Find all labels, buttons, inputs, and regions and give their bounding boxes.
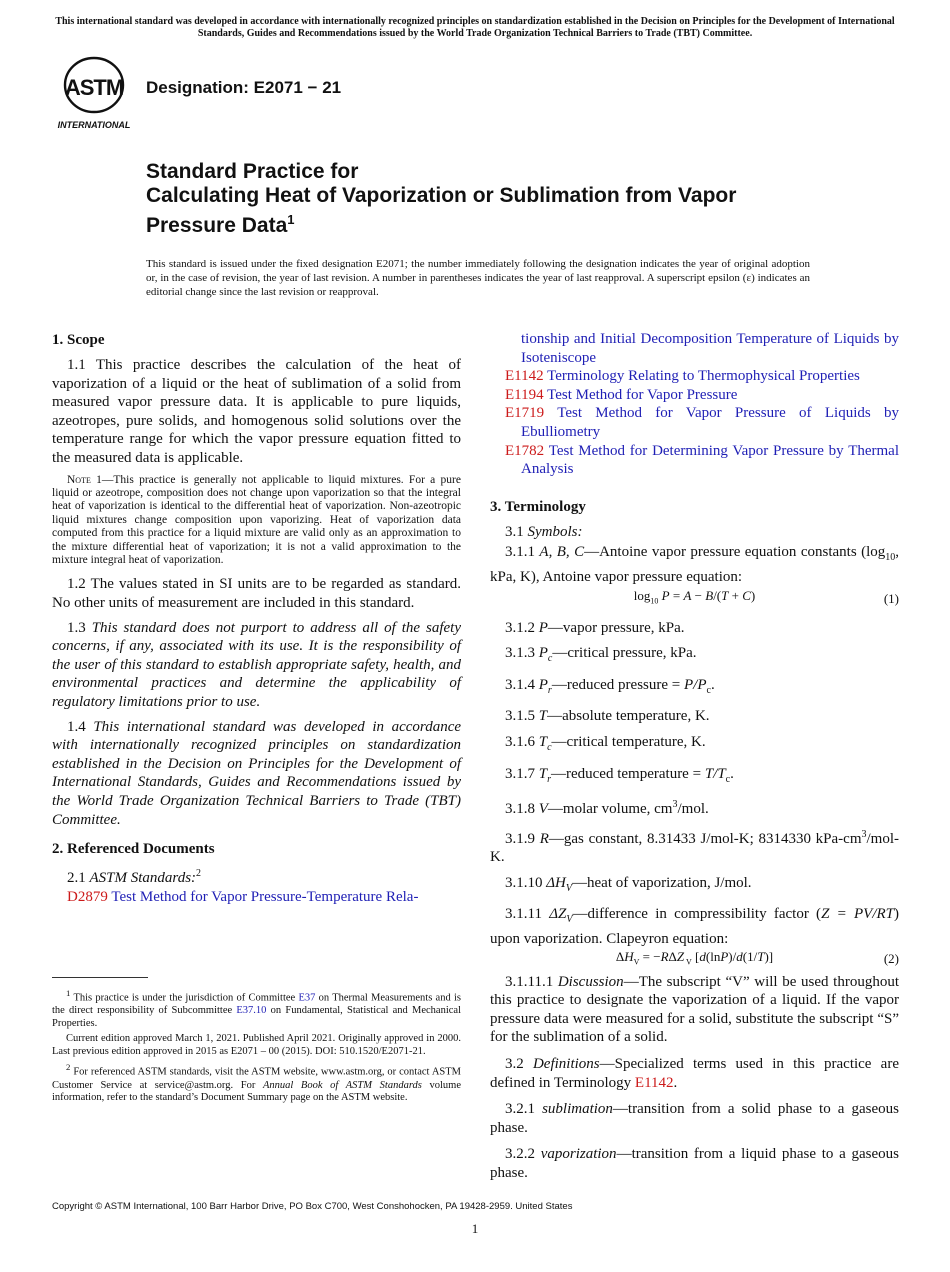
paragraph-1-3 (52, 619, 461, 712)
committee-link[interactable]: E37 (298, 992, 316, 1004)
reference-title[interactable]: Test Method for Determining Vapor Pressure by Thermal Analysis (521, 442, 900, 478)
terminology-link-e1142[interactable]: E1142 (634, 1074, 674, 1091)
left-column (52, 330, 461, 906)
definition-text: —difference in compressibility factor ( (572, 906, 822, 923)
paragraph-3-1 (490, 523, 899, 542)
definition-text: . (710, 676, 715, 693)
paragraph-number: 3.1.8 (505, 801, 539, 818)
reference-e1142[interactable] (490, 367, 899, 386)
footnote-text: on Thermal Measurements and is the direct responsibility of Subcommittee (52, 992, 461, 1017)
symbol: ΔZ (549, 906, 567, 923)
paragraph-number: 3.1.6 (505, 733, 539, 750)
paragraph-3-1-1 (490, 543, 899, 586)
definition-text: —absolute temperature, K. (547, 708, 710, 725)
clapeyron-equation: $\Delta H_V = -R\Delta Z$ $_V$ [d(lnP)/d(1/T)] (615, 948, 774, 967)
logo-letters: ASTM (64, 75, 124, 100)
reference-e1782[interactable] (490, 442, 899, 479)
footnote-italic: Annual Book of ASTM Standards (262, 1079, 422, 1091)
reference-title[interactable]: Terminology Relating to Thermophysical Properties (547, 368, 860, 385)
paragraph-number: 3.2 (505, 1056, 533, 1073)
subscript: V (566, 914, 573, 926)
subscript: c (706, 684, 711, 696)
definition-text: , kPa, K), Antoine vapor pressure equation: (490, 544, 899, 585)
definition-text: —gas constant, 8.31433 J/mol-K; 8314330 kPa-cm (548, 830, 862, 847)
reference-d2879-continued[interactable] (490, 330, 899, 367)
astm-logo-mark (53, 55, 135, 133)
definition-text: —vapor pressure, kPa. (547, 619, 685, 636)
paragraph-3-1-9 (490, 826, 899, 867)
paragraph-number: 1.3 (67, 619, 92, 636)
reference-title[interactable]: tionship and Initial Decomposition Temperature of Liquids by Isoteniscope (521, 331, 899, 366)
reference-e1719[interactable] (490, 404, 899, 441)
paragraph-number: 3.1 (505, 523, 528, 540)
reference-e1194[interactable] (490, 386, 899, 405)
paragraph-3-1-6 (490, 733, 899, 758)
symbol: R (539, 830, 549, 847)
antoine-equation: $\log_{10} P = A - B/(T + C)$ (633, 588, 756, 607)
symbol: A, B, C (539, 544, 585, 561)
subscript: V (565, 882, 572, 894)
subcommittee-link[interactable]: E37.10 (236, 1005, 267, 1017)
expression: T/T (704, 765, 726, 782)
paragraph-3-1-11-1 (490, 973, 899, 1047)
reference-code[interactable]: D2879 (67, 888, 108, 905)
page-number: 1 (471, 1221, 479, 1236)
definition-text: —reduced temperature = (551, 765, 705, 782)
paragraph-3-2-2 (490, 1145, 899, 1182)
definition-text: —transition from a liquid phase to a gaseous phase. (490, 1146, 899, 1181)
definition-text: —critical temperature, K. (551, 733, 706, 750)
footnote-mark: 1 (66, 988, 71, 998)
symbol: P (538, 619, 548, 636)
issuance-statement: This standard is issued under the fixed designation E2071; the number immediately following the designation indicates the year of original adoption or, in the case of revision, the year of last revision. A number in parentheses indicates the year of last reapproval. A superscript epsilon (ε) indicates an editorial change since the last revision or reapproval. (146, 258, 810, 298)
paragraph-number: 3.1.9 (505, 830, 540, 847)
discussion-label: Discussion (557, 973, 624, 990)
paragraph-3-1-4 (490, 676, 899, 701)
reference-title[interactable]: Test Method for Vapor Pressure-Temperature Rela- (111, 888, 419, 905)
symbol: ΔH (546, 874, 566, 891)
paragraph-number: 3.1.1 (505, 544, 540, 561)
expression: P/P (684, 676, 707, 693)
paragraph-number: 3.2.2 (505, 1146, 541, 1163)
reference-title[interactable]: Test Method for Vapor Pressure (547, 386, 738, 403)
definition-text: —transition from a solid phase to a gaseous phase. (490, 1101, 900, 1136)
paragraph-number: 3.2.1 (505, 1101, 543, 1118)
section-heading-referenced: 2. Referenced Documents (52, 841, 215, 858)
definition-text: /mol-K. (490, 830, 900, 866)
reference-code[interactable]: E1782 (505, 442, 545, 459)
designation: Designation: E2071 − 21 (146, 78, 342, 97)
paragraph-2-1 (52, 865, 461, 888)
subscript: r (547, 773, 551, 785)
paragraph-1-2: 1.2 The values stated in SI units are to be regarded as standard. No other units of measurement are included in this standard. (52, 576, 461, 611)
footnote-text: For referenced ASTM standards, visit the ASTM website, www.astm.org, or contact ASTM Customer Service at service@astm.org. For (52, 1066, 461, 1091)
footnotes (52, 987, 461, 1108)
title-footnote-mark: 1 (287, 212, 295, 227)
copyright-notice: Copyright © ASTM International, 100 Barr Harbor Drive, PO Box C700, West Conshohocken, PA 19428-2959. United States (52, 1201, 573, 1212)
footnote-text: on Fundamental, Statistical and Mechanical Properties. (52, 1005, 461, 1029)
paragraph-number: 3.1.5 (505, 708, 539, 725)
title-line-2 (146, 184, 826, 238)
paragraph-3-1-2 (490, 619, 899, 638)
safety-caveat: This standard does not purport to address all of the safety concerns, if any, associated with its use. It is the responsibility of the user of this standard to establish appropriate safety, health, and environmental practices and determine the applicability of regulatory limitations prior to use. (52, 619, 462, 710)
wto-statement: This international standard was developed in accordance with internationally recognized principles on standardization established in the Decision on Principles for the Development of International Standards, Guides and Recommendations issued by the World Trade Organization Technical Barriers to Trade (TBT) Committee. (52, 718, 462, 828)
right-column (490, 330, 899, 1189)
paragraph-number: 3.1.4 (505, 676, 539, 693)
footnote-divider (52, 977, 148, 978)
equation-1 (490, 588, 899, 609)
paragraph-3-1-10 (490, 874, 899, 899)
paragraph-number: 3.1.11 (505, 906, 550, 923)
term: vaporization (540, 1146, 617, 1163)
note-text: 1—This practice is generally not applicable to liquid mixtures. For a pure liquid or azeotrope, composition does not change upon vaporization so that the integral heat of vaporization is identical to the differential heat of vaporization. Non-azeotropic liquid mixtures change composition upon vaporizing. Heat of vaporization data computed from this practice for a liquid mixture are valid only as an approximation to the mixture differential heat of vaporization; it is not a valid approximation to the mixture integral heat of vaporization. (52, 473, 461, 566)
term: sublimation (542, 1101, 613, 1118)
standards-notice: This international standard was developed in accordance with internationally recognized principles on standardization established in the Decision on Principles for the Development of International Standards, Guides and Recommendations issued by the World Trade Organization Technical Barriers to Trade (TBT) Committee. (55, 16, 895, 39)
definition-text: —The subscript “V” will be used throughout this practice to designate the vaporization of a liquid. If the vapor pressure data were measured for a solid, substitute the subscript “S” for the sublimation of a solid. (490, 973, 899, 1046)
subscript: 10 (885, 552, 896, 564)
paragraph-3-1-3 (490, 644, 899, 669)
paragraph-3-1-7 (490, 765, 899, 790)
definition-text: —reduced pressure = (551, 676, 684, 693)
symbol: V (538, 801, 548, 818)
footnote-text: This practice is under the jurisdiction of Committee (70, 992, 299, 1004)
title-line-1: Standard Practice for (146, 160, 359, 183)
paragraph-number: 3.1.7 (505, 765, 539, 782)
definitions-label: Definitions (532, 1056, 600, 1073)
paragraph-number: 3.1.10 (505, 874, 547, 891)
paragraph-1-4 (52, 718, 461, 830)
paragraph-3-1-8 (490, 796, 899, 819)
note-1 (52, 474, 461, 568)
superscript: 3 (861, 828, 867, 840)
definition-text: —Antoine vapor pressure equation constants (log (584, 544, 886, 561)
astm-logo (53, 55, 135, 133)
equation-2 (490, 948, 899, 969)
paragraph-number: 3.1.11.1 (505, 973, 558, 990)
astm-standards-label: ASTM Standards: (89, 870, 197, 887)
definition-text: /mol. (677, 801, 709, 818)
paragraph-number: 2.1 (67, 870, 90, 887)
note-label: Note (67, 473, 91, 486)
definition-text: —critical pressure, kPa. (552, 645, 697, 662)
symbols-label: Symbols: (527, 523, 583, 540)
definition-text: ) upon vaporization. Clapeyron equation: (490, 906, 900, 948)
symbol: P (538, 645, 548, 662)
footnote-1-edition: Current edition approved March 1, 2021. Published April 2021. Originally approved in 2000. Last previous edition approved in 2015 as E2071 – 00 (2015). DOI: 510.1520/E2071-21. (52, 1033, 461, 1057)
superscript: 3 (672, 799, 678, 811)
reference-title[interactable]: Test Method for Vapor Pressure of Liquids by Ebulliometry (521, 405, 900, 440)
paragraph-number: 1.4 (67, 718, 94, 735)
paragraph-number: 3.1.3 (505, 645, 539, 662)
footnote-mark: 2 (66, 1062, 71, 1073)
definition-text: —heat of vaporization, J/mol. (572, 874, 752, 891)
expression: Z = PV/RT (821, 906, 895, 923)
paragraph-3-2 (490, 1055, 899, 1092)
title-text: Calculating Heat of Vaporization or Sublimation from Vapor Pressure Data (146, 184, 737, 237)
logo-subtext: INTERNATIONAL (57, 120, 131, 130)
symbol: T (538, 733, 548, 750)
subscript: c (725, 773, 731, 785)
subscript: c (547, 741, 552, 753)
reference-d2879[interactable] (52, 888, 461, 907)
reference-code[interactable]: E1142 (505, 368, 544, 385)
paragraph-3-1-11 (490, 905, 899, 948)
subscript: c (547, 653, 553, 665)
equation-number: (2) (883, 951, 899, 967)
definition-text: —molar volume, cm (547, 801, 673, 818)
footnote-2 (52, 1061, 461, 1104)
equation-number: (1) (883, 591, 899, 607)
subscript: r (547, 684, 552, 696)
symbol: P (538, 676, 548, 693)
footnote-text: volume information, refer to the standard’s Document Summary page on the ASTM website. (52, 1079, 461, 1104)
symbol: T (538, 708, 548, 725)
section-heading-terminology: 3. Terminology (490, 498, 586, 515)
reference-code[interactable]: E1194 (505, 386, 544, 403)
paragraph-3-1-5 (490, 707, 899, 726)
footnote-1 (52, 987, 461, 1030)
definition-text: —Specialized terms used in this practice are defined in Terminology (490, 1056, 899, 1091)
paragraph-1-1: 1.1 This practice describes the calculation of the heat of vaporization of a liquid or the heat of sublimation of a solid from measured vapor pressure data. It is applicable to pure liquids, azeotropes, pure solids, and homogenous solid solutions over the temperature range for which the vapor pressure equation fitted to the measured data is applicable. (52, 357, 461, 466)
paragraph-number: 3.1.2 (505, 619, 539, 636)
paragraph-3-2-1 (490, 1100, 899, 1137)
definition-text: . (673, 1074, 678, 1091)
footnote-mark-2: 2 (196, 868, 202, 880)
definition-text: . (730, 765, 734, 782)
reference-code[interactable]: E1719 (505, 405, 545, 422)
symbol: T (538, 765, 548, 782)
section-heading-scope: 1. Scope (52, 332, 105, 348)
document-title (146, 160, 826, 238)
